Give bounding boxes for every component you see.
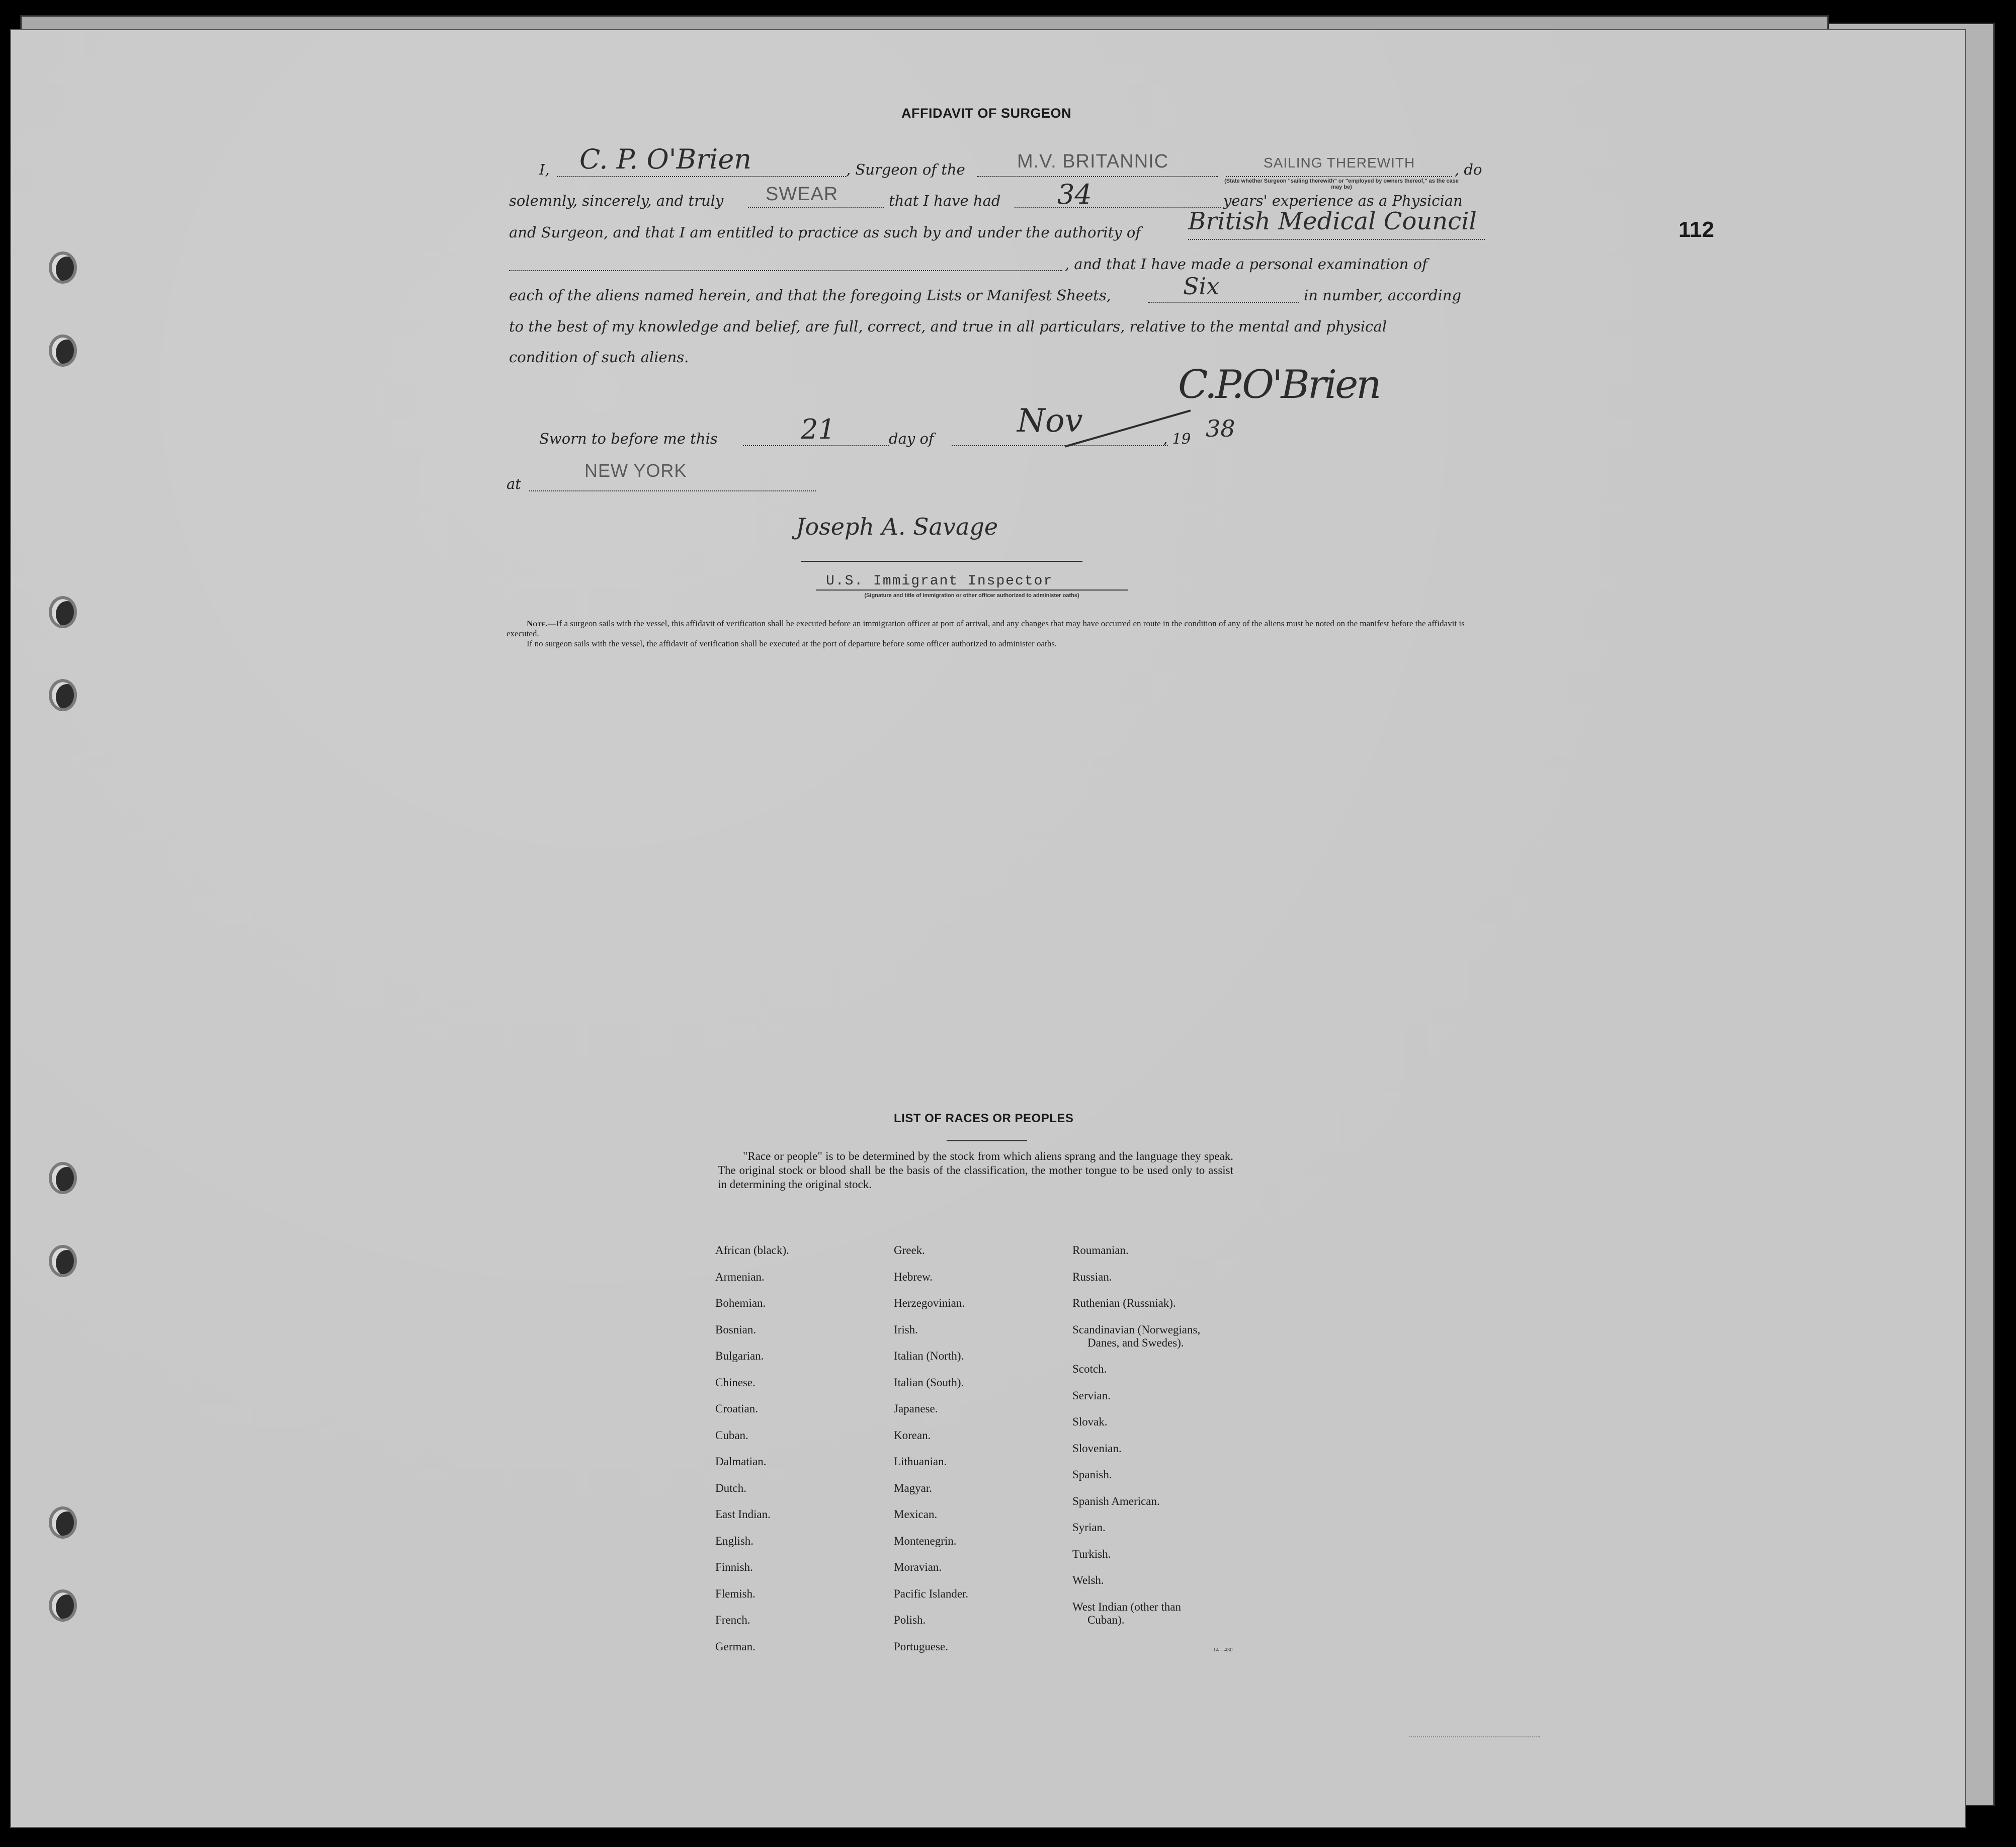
sworn-year: 38 — [1206, 415, 1235, 442]
race-list-item: Russian. — [1072, 1271, 1112, 1283]
place-line — [529, 490, 816, 491]
sailing-status: SAILING THEREWITH — [1264, 155, 1415, 171]
affidavit-text: to the best of my knowledge and belief, are full, correct, and true in all particulars, relative to the mental and physical — [509, 318, 1387, 335]
race-list-item: Cuban. — [715, 1429, 748, 1442]
race-list-item: Dalmatian. — [715, 1455, 767, 1468]
race-list-item: Bohemian. — [715, 1297, 766, 1309]
race-list-item: Moravian. — [894, 1561, 942, 1573]
authority-continuation-line — [509, 270, 1062, 271]
race-list-item: Lithuanian. — [894, 1455, 947, 1468]
affidavit-text: , do — [1455, 161, 1482, 178]
race-list-item: Turkish. — [1072, 1548, 1111, 1560]
races-intro: "Race or people" is to be determined by the stock from which aliens sprang and the language they speak. The original stock or blood shall be the basis of the classification, the mother tongue to be used only to assist in determining the original stock. — [718, 1150, 1233, 1191]
sworn-place: NEW YORK — [584, 460, 687, 481]
faint-dotted-line — [1409, 1736, 1540, 1737]
race-list-item: Hebrew. — [894, 1271, 933, 1283]
affidavit-text: each of the aliens named herein, and that the foregoing Lists or Manifest Sheets, — [509, 287, 1112, 304]
race-list-item: Greek. — [894, 1244, 925, 1256]
race-list-item: Polish. — [894, 1614, 926, 1626]
race-list-item: Italian (South). — [894, 1376, 964, 1389]
authority-line — [1188, 239, 1485, 240]
affidavit-text: at — [507, 475, 521, 492]
races-title: LIST OF RACES OR PEOPLES — [894, 1112, 1074, 1125]
oath-word: SWEAR — [766, 184, 838, 205]
race-list-item: English. — [715, 1535, 754, 1547]
inspector-signature: Joseph A. Savage — [796, 513, 998, 540]
manifest-page — [10, 29, 1966, 1828]
affidavit-text: I, — [539, 161, 550, 178]
race-list-item: German. — [715, 1640, 755, 1653]
race-list-item: Magyar. — [894, 1482, 933, 1494]
affidavit-text: that I have had — [889, 192, 1001, 209]
race-list-item: Italian (North). — [894, 1350, 964, 1362]
race-list-item: Welsh. — [1072, 1574, 1104, 1586]
race-list-item: Montenegrin. — [894, 1535, 957, 1547]
day-line — [743, 445, 889, 446]
inspector-line — [801, 561, 1082, 562]
month-line — [952, 445, 1168, 446]
inspector-title: U.S. Immigrant Inspector — [826, 573, 1053, 589]
sheet-count: Six — [1183, 273, 1220, 300]
race-list-item: Pacific Islander. — [894, 1587, 969, 1600]
affidavit-text: Sworn to before me this — [539, 430, 718, 447]
note-text: —If a surgeon sails with the vessel, this affidavit of verification shall be executed before an immigration officer at port of arrival, and any changes that may have occurred en route in the condition of any of the aliens must be noted on the manifest before the affidavit is executed. — [507, 619, 1465, 638]
race-list-item: Korean. — [894, 1429, 931, 1442]
race-list-item: Spanish. — [1072, 1468, 1112, 1481]
sworn-month: Nov — [1017, 402, 1083, 440]
binder-hole-icon — [49, 1245, 77, 1277]
binder-hole-icon — [49, 334, 77, 367]
affidavit-text: and Surgeon, and that I am entitled to practice as such by and under the authority of — [509, 224, 1141, 241]
race-list-item: Danes, and Swedes). — [1087, 1336, 1184, 1349]
race-list-item: Chinese. — [715, 1376, 755, 1389]
affidavit-text: , and that I have made a personal examination of — [1065, 256, 1427, 273]
race-list-item: Armenian. — [715, 1271, 765, 1283]
inspector-caption: (Signature and title of immigration or other officer authorized to administer oaths) — [864, 593, 1079, 599]
race-list-item: East Indian. — [715, 1508, 771, 1521]
surgeon-name-line — [557, 176, 846, 177]
affidavit-text: , Surgeon of the — [846, 161, 965, 178]
affidavit-note-2: If no surgeon sails with the vessel, the affidavit of verification shall be executed at the port of departure before some officer authorized to administer oaths. — [527, 639, 1057, 648]
vessel-line — [977, 176, 1218, 177]
affidavit-title: AFFIDAVIT OF SURGEON — [901, 106, 1071, 121]
race-list-item: Finnish. — [715, 1561, 753, 1573]
race-list-item: Irish. — [894, 1323, 918, 1336]
sworn-day: 21 — [801, 413, 835, 445]
surgeon-name: C. P. O'Brien — [579, 143, 752, 175]
sailing-status-caption: (State whether Surgeon "sailing therewith" or "employed by owners thereof," as the case may be) — [1224, 178, 1459, 190]
race-list-item: Syrian. — [1072, 1521, 1106, 1534]
race-list-item: French. — [715, 1614, 750, 1626]
race-list-item: Bulgarian. — [715, 1350, 764, 1362]
sheet-count-line — [1148, 302, 1299, 303]
vessel-name: M.V. BRITANNIC — [1017, 151, 1169, 172]
licensing-authority: British Medical Council — [1188, 207, 1477, 235]
binder-hole-icon — [49, 1162, 77, 1194]
race-list-item: Bosnian. — [715, 1323, 757, 1336]
race-list-item: Dutch. — [715, 1482, 746, 1494]
race-list-item: Japanese. — [894, 1402, 938, 1415]
race-list-item: Herzegovinian. — [894, 1297, 965, 1309]
race-list-item: Servian. — [1072, 1389, 1111, 1402]
race-list-item: Ruthenian (Russniak). — [1072, 1297, 1176, 1309]
affidavit-text: , 19 — [1163, 430, 1191, 447]
race-list-item: Scandinavian (Norwegians, — [1072, 1323, 1201, 1336]
binder-hole-icon — [49, 251, 77, 284]
surgeon-signature: C.P.O'Brien — [1178, 362, 1380, 407]
race-list-item: Portuguese. — [894, 1640, 948, 1653]
affidavit-text: years' experience as a Physician — [1223, 192, 1463, 209]
affidavit-text: condition of such aliens. — [509, 349, 689, 366]
race-list-item: Flemish. — [715, 1587, 755, 1600]
race-list-item: Slovak. — [1072, 1415, 1108, 1428]
race-list-item: Roumanian. — [1072, 1244, 1129, 1256]
race-list-item: African (black). — [715, 1244, 789, 1256]
form-code: 14—430 — [1213, 1647, 1233, 1653]
affidavit-note — [507, 619, 1482, 639]
binder-hole-icon — [49, 679, 77, 711]
note-label: Note. — [527, 619, 548, 628]
years-experience: 34 — [1057, 179, 1092, 210]
binder-hole-icon — [49, 1589, 77, 1622]
oath-line — [748, 207, 884, 208]
race-list-item: Scotch. — [1072, 1363, 1107, 1375]
binder-hole-icon — [49, 1506, 77, 1539]
race-list-item: Croatian. — [715, 1402, 758, 1415]
races-title-rule — [947, 1140, 1027, 1141]
race-list-item: Slovenian. — [1072, 1442, 1122, 1455]
race-list-item: Cuban). — [1087, 1614, 1125, 1626]
inspector-title-line — [816, 590, 1128, 591]
binder-hole-icon — [49, 596, 77, 628]
affidavit-text: day of — [889, 430, 934, 447]
race-list-item: Spanish American. — [1072, 1495, 1160, 1507]
race-list-item: West Indian (other than — [1072, 1601, 1181, 1613]
affidavit-text: in number, according — [1304, 287, 1462, 304]
page-number: 112 — [1678, 217, 1714, 242]
sailing-status-line — [1226, 176, 1452, 177]
race-list-item: Mexican. — [894, 1508, 938, 1521]
affidavit-text: solemnly, sincerely, and truly — [509, 192, 724, 209]
